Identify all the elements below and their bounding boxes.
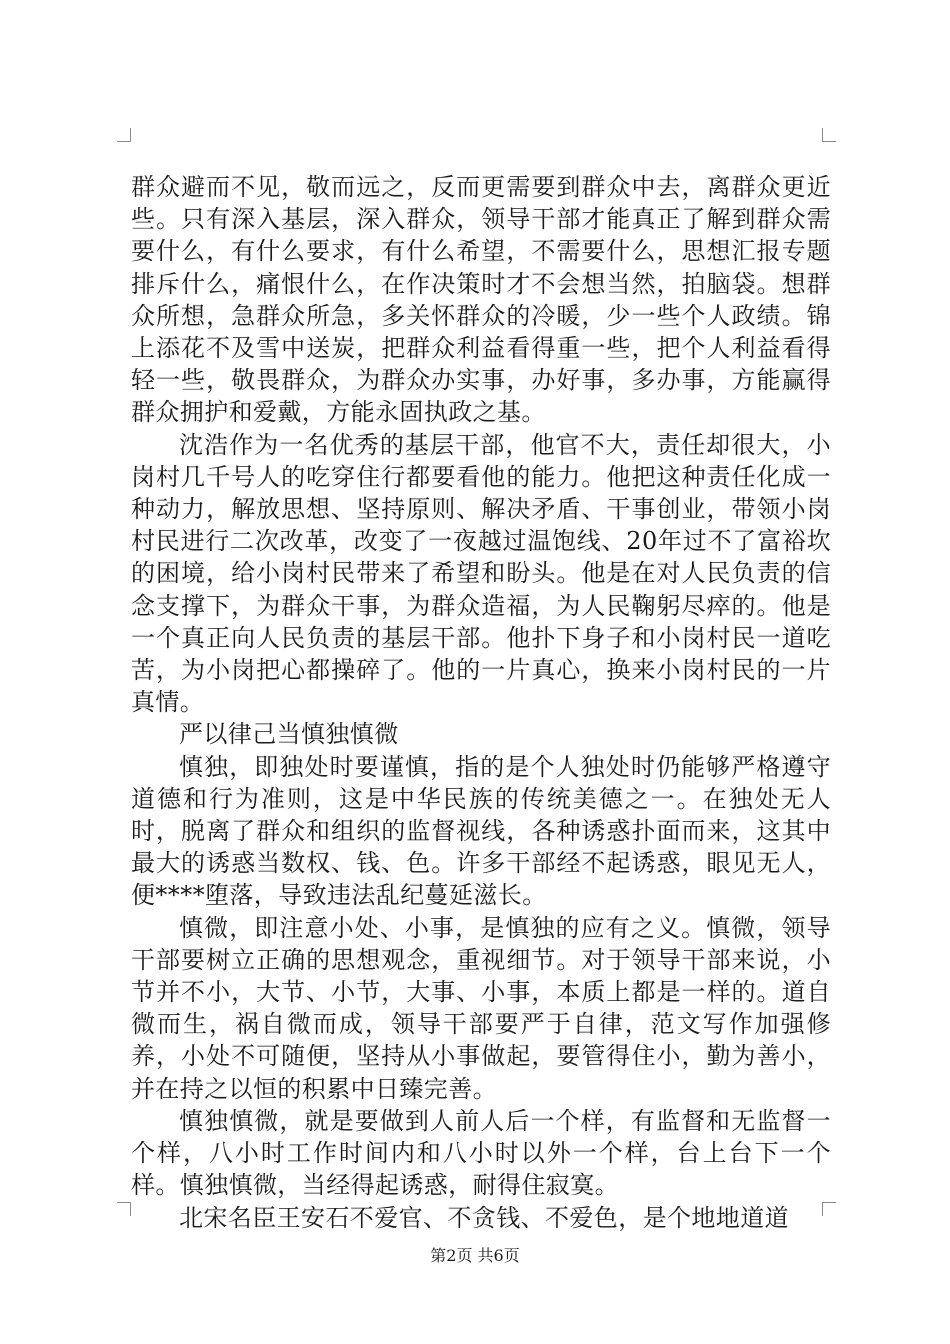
paragraph: 沈浩作为一名优秀的基层干部，他官不大，责任却很大，小岗村几千号人的吃穿住行都要看他的能力。他把这种责任化成一种动力，解放思想、坚持原则、解决矛盾、干事创业，带领小岗村民进行二次改革，改变了一夜越过温饱线、20年过不了富裕坎的困境，给小岗村民带来了希望和盼头。他是在对人民负责的信念支撑下，为群众干事，为群众造福，为人民鞠躬尽瘁的。他是一个真正向人民负责的基层干部。他扑下身子和小岗村民一道吃苦，为小岗把心都操碎了。他的一片真心，换来小岗村民的一片真情。 [131, 430, 831, 717]
paragraph: 群众避而不见，敬而远之，反而更需要到群众中去，离群众更近些。只有深入基层，深入群众，领导干部才能真正了解到群众需要什么，有什么要求，有什么希望，不需要什么，思想汇报专题排斥什么，痛恨什么，在作决策时才不会想当然，拍脑袋。想群众所想，急群众所急，多关怀群众的冷暖，少一些个人政绩。锦上添花不及雪中送炭，把群众利益看得重一些，把个人利益看得轻一些，敬畏群众，为群众办实事，办好事，多办事，方能赢得群众拥护和爱戴，方能永固执政之基。 [131, 173, 831, 427]
paragraph: 慎微，即注意小处、小事，是慎独的应有之义。慎微，领导干部要树立正确的思想观念，重视细节。对于领导干部来说，小节并不小，大节、小节，大事、小事，本质上都是一样的。道自微而生，祸自微而成，领导干部要严于自律，范文写作加强修养，小处不可随便，坚持从小事做起，要管得住小，勤为善小，并在持之以恒的积累中日臻完善。 [131, 913, 831, 1103]
section-heading: 严以律己当慎独慎微 [179, 720, 399, 749]
paragraph: 北宋名臣王安石不爱官、不贪钱、不爱色，是个地地道道 [179, 1203, 789, 1232]
crop-mark-top-right [822, 128, 836, 142]
crop-mark-top-left [117, 128, 131, 142]
page-number-footer: 第2页 共6页 [430, 1246, 520, 1265]
paragraph: 慎独，即独处时要谨慎，指的是个人独处时仍能够严格遵守道德和行为准则，这是中华民族的传统美德之一。在独处无人时，脱离了群众和组织的监督视线，各种诱惑扑面而来，这其中最大的诱惑当数权、钱、色。许多干部经不起诱惑，眼见无人，便****堕落，导致违法乱纪蔓延滋长。 [131, 752, 831, 910]
document-body [131, 171, 831, 1234]
paragraph: 慎独慎微，就是要做到人前人后一个样，有监督和无监督一个样，八小时工作时间内和八小时以外一个样，台上台下一个样。慎独慎微，当经得起诱惑，耐得住寂寞。 [131, 1106, 831, 1200]
crop-mark-bottom-left [117, 1202, 131, 1216]
